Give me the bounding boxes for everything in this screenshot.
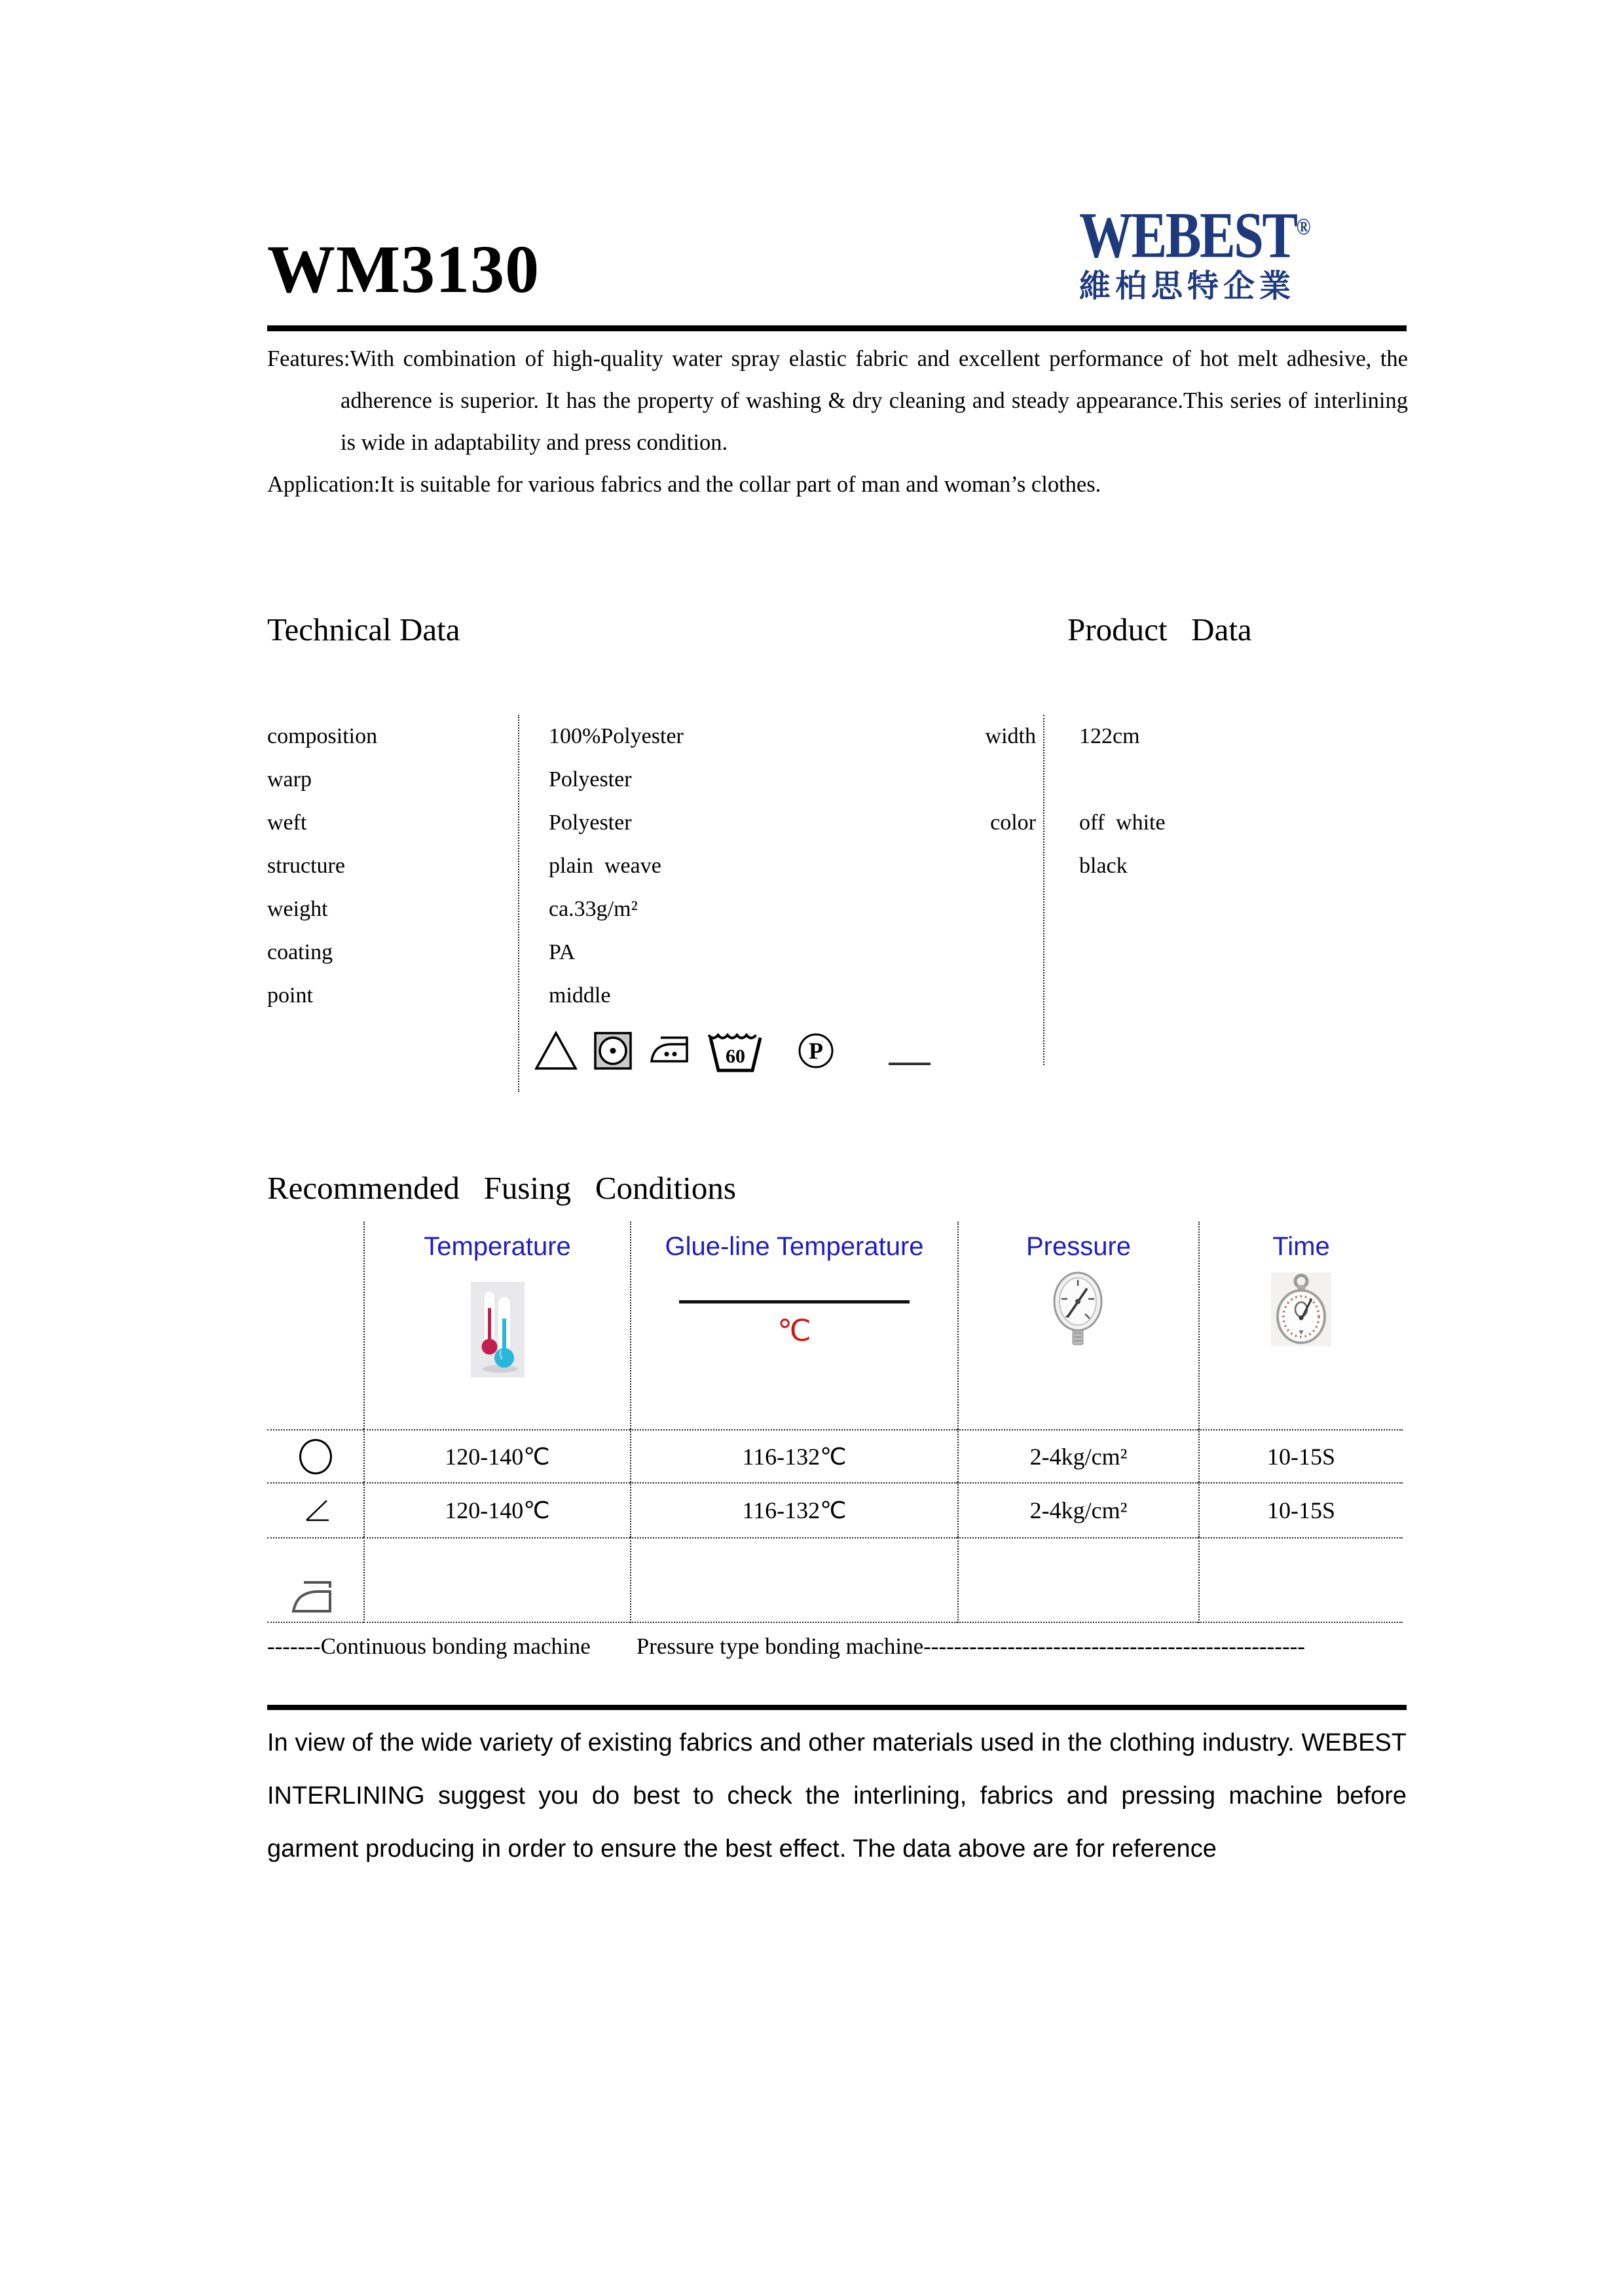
pressure-value: 2-4kg/cm² [1029, 1497, 1128, 1523]
time-value: 10-15S [1266, 1443, 1335, 1470]
bleach-triangle-icon [534, 1030, 578, 1071]
brand-cjk-name: 維柏思特企業 [1079, 268, 1296, 305]
tech-value: plain weave [549, 854, 661, 878]
temperature-value: 120-140℃ [445, 1497, 550, 1523]
svg-text:60: 60 [726, 1046, 745, 1067]
product-label [1036, 983, 1061, 1008]
product-label: color [990, 811, 1036, 835]
product-data-heading: Product Data [1067, 611, 1252, 647]
tech-value: 100%Polyester [549, 724, 684, 748]
table-divider-right [1043, 715, 1044, 1065]
product-label: width [985, 724, 1036, 748]
tech-label: weight [267, 897, 328, 921]
features-paragraph: Features:With combination of high-quality water spray elastic fabric and excellent performance of hot melt adhesive, the adherence is superior. It has the property of washing & dry cleaning and steady appearance.This series of interlining is wide in adaptability and press condition. [267, 346, 1408, 455]
flat-dry-line-icon [889, 1063, 931, 1065]
tumble-dry-icon [594, 1032, 632, 1070]
table-row [267, 758, 1403, 801]
column-label: Glue-line Temperature [665, 1232, 924, 1261]
time-value: 10-15S [1266, 1497, 1335, 1523]
product-label [1036, 940, 1061, 965]
bonding-machine-caption [267, 1633, 1403, 1660]
fusing-header-temperature [363, 1222, 630, 1429]
celsius-unit: ℃ [777, 1314, 811, 1347]
pressure-gauge-icon [1053, 1270, 1104, 1350]
glue-line-rule [679, 1300, 910, 1303]
product-value: 122cm [1079, 724, 1140, 748]
fusing-conditions-heading: Recommended Fusing Conditions [267, 1170, 736, 1206]
column-label: Time [1272, 1232, 1330, 1261]
table-row [267, 801, 1403, 845]
brand-name: WEBEST [1079, 198, 1297, 272]
disclaimer-note: In view of the wide variety of existing fabrics and other materials used in the clothing industry. WEBEST INTERLINING suggest you do best to check the interlining, fabrics and pressing machine before garment producing in order to ensure the best effect. The data above are for reference [267, 1729, 1407, 1863]
pressure-value: 2-4kg/cm² [1029, 1443, 1128, 1470]
product-label [1036, 854, 1061, 879]
continuous-bonding-label: -------Continuous bonding machine [267, 1633, 591, 1659]
tech-label: composition [267, 724, 378, 748]
column-label: Temperature [424, 1232, 571, 1261]
temperature-value: 120-140℃ [445, 1443, 550, 1470]
row-symbol-circle [267, 1429, 363, 1482]
technical-data-table [267, 715, 1403, 1017]
tech-label: structure [267, 854, 345, 878]
circle-icon [299, 1439, 332, 1474]
registered-trademark-icon: ® [1296, 213, 1311, 240]
product-value: black [1079, 854, 1128, 878]
dry-clean-p-icon [797, 1032, 835, 1070]
tech-label: warp [267, 767, 312, 792]
tech-label: point [267, 983, 313, 1008]
wash-60-icon [707, 1029, 764, 1073]
tech-value: ca.33g/m² [549, 897, 638, 921]
svg-text:P: P [809, 1038, 823, 1064]
brand-wordmark [1079, 194, 1311, 272]
fusing-header-glue-line [630, 1222, 957, 1429]
table-row [267, 931, 1403, 974]
fusing-header-time [1198, 1222, 1403, 1429]
angle-icon [301, 1496, 331, 1525]
header-rule [267, 325, 1407, 331]
care-symbols-row [534, 1021, 931, 1080]
technical-data-heading: Technical Data [267, 611, 460, 647]
product-value: off white [1079, 811, 1166, 835]
stopwatch-icon [1271, 1273, 1331, 1346]
glue-line-value: 116-132℃ [742, 1497, 847, 1523]
tech-label: weft [267, 811, 307, 835]
tech-value: Polyester [549, 767, 632, 792]
tech-value: Polyester [549, 811, 632, 835]
fusing-header-spacer [267, 1222, 363, 1429]
thermometer-icon [471, 1282, 525, 1377]
table-divider-left [518, 715, 519, 1092]
application-paragraph: Application:It is suitable for various fabrics and the collar part of man and woman’s clothes. [267, 472, 1101, 497]
footer-rule [267, 1705, 1407, 1710]
iron-two-dots-icon [649, 1032, 691, 1069]
row-symbol-iron [267, 1537, 363, 1623]
tech-value: middle [549, 983, 611, 1008]
table-row [267, 974, 1403, 1017]
table-row [267, 845, 1403, 888]
table-row [267, 888, 1403, 931]
intro-block [267, 338, 1408, 505]
product-label [1036, 897, 1061, 922]
product-code-title: WM3130 [267, 232, 540, 307]
fusing-header-pressure [957, 1222, 1198, 1429]
pressure-bonding-label: Pressure type bonding machine-------------------------------------------------- [636, 1633, 1305, 1659]
fusing-conditions-table [267, 1222, 1403, 1623]
product-label [1036, 767, 1061, 792]
iron-icon [289, 1578, 341, 1616]
brand-logo [1079, 194, 1361, 303]
glue-line-value: 116-132℃ [742, 1443, 847, 1470]
row-symbol-angle [267, 1482, 363, 1537]
column-label: Pressure [1025, 1232, 1132, 1261]
tech-label: coating [267, 940, 333, 964]
tech-value: PA [549, 940, 576, 964]
table-row [267, 715, 1403, 758]
